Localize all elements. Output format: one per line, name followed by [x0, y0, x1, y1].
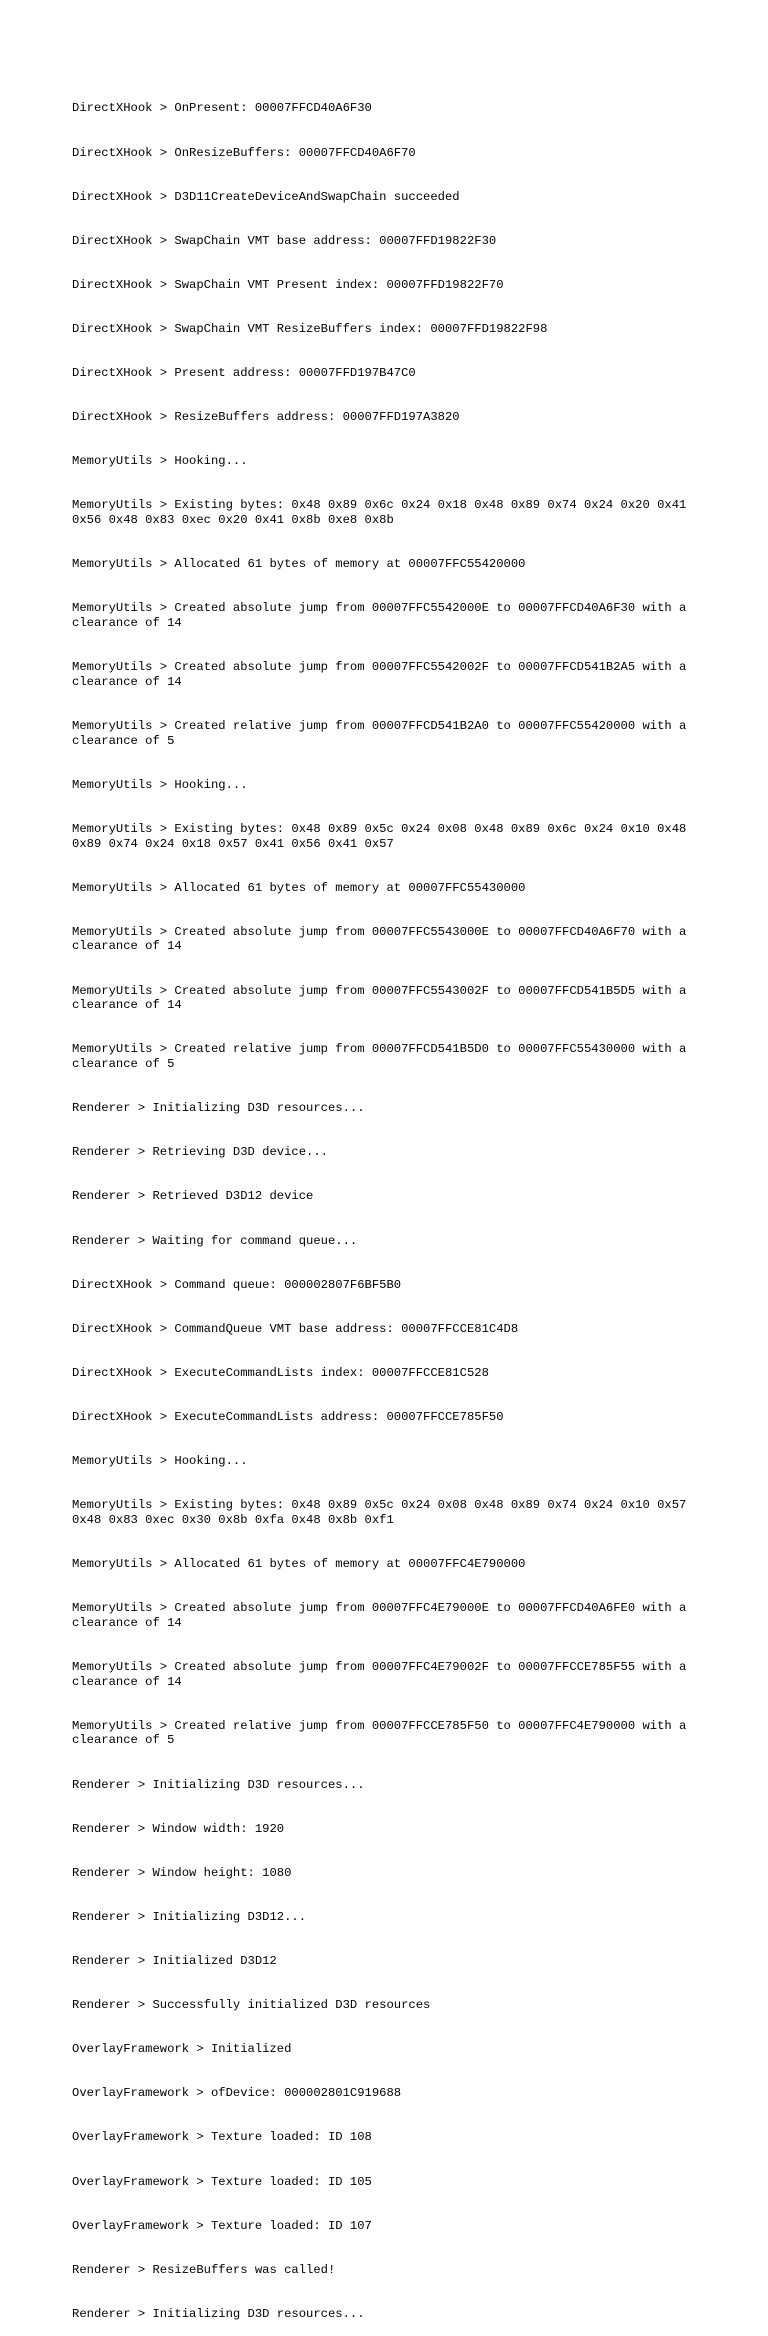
log-line: DirectXHook > OnResizeBuffers: 00007FFCD40A6F70 [72, 145, 416, 160]
log-line: DirectXHook > ExecuteCommandLists address: 00007FFCCE785F50 [72, 1409, 504, 1424]
log-line: Renderer > Successfully initialized D3D resources [72, 1998, 431, 2013]
log-line: DirectXHook > Command queue: 000002807F6BF5B0 [72, 1277, 402, 1292]
log-line: DirectXHook > OnPresent: 00007FFCD40A6F30 [72, 101, 372, 116]
log-line: DirectXHook > Present address: 00007FFD197B47C0 [72, 366, 416, 381]
log-line: DirectXHook > D3D11CreateDeviceAndSwapChain succeeded [72, 189, 460, 204]
log-line: MemoryUtils > Existing bytes: 0x48 0x89 0x6c 0x24 0x18 0x48 0x89 0x74 0x24 0x20 0x41 0x56 0x48 0x83 0xec 0x20 0x41 0x8b 0xe8 0x8b [72, 498, 694, 528]
log-line: Renderer > Initializing D3D12... [72, 1909, 307, 1924]
log-line: OverlayFramework > Texture loaded: ID 108 [72, 2130, 372, 2145]
log-line: MemoryUtils > Created absolute jump from 00007FFC5543000E to 00007FFCD40A6F70 with a clearance of 14 [72, 924, 694, 954]
log-line: DirectXHook > ResizeBuffers address: 00007FFD197A3820 [72, 410, 460, 425]
log-line: MemoryUtils > Created relative jump from 00007FFCD541B5D0 to 00007FFC55430000 with a clearance of 5 [72, 1042, 694, 1072]
log-line: MemoryUtils > Created absolute jump from 00007FFC5543002F to 00007FFCD541B5D5 with a clearance of 14 [72, 983, 694, 1013]
log-line: DirectXHook > CommandQueue VMT base address: 00007FFCCE81C4D8 [72, 1321, 519, 1336]
log-line: MemoryUtils > Created relative jump from 00007FFCCE785F50 to 00007FFC4E790000 with a clearance of 5 [72, 1718, 694, 1748]
log-line: MemoryUtils > Existing bytes: 0x48 0x89 0x5c 0x24 0x08 0x48 0x89 0x74 0x24 0x10 0x57 0x48 0x83 0xec 0x30 0x8b 0xfa 0x48 0x8b 0xf1 [72, 1498, 694, 1527]
log-line: OverlayFramework > Texture loaded: ID 107 [72, 2218, 372, 2233]
log-line: Renderer > Waiting for command queue... [72, 1233, 358, 1248]
log-line: Renderer > Initializing D3D resources... [72, 2306, 365, 2321]
log-line: MemoryUtils > Hooking... [72, 454, 248, 469]
log-line: Renderer > Window height: 1080 [72, 1865, 292, 1880]
log-line: MemoryUtils > Created absolute jump from 00007FFC4E79002F to 00007FFCCE785F55 with a clearance of 14 [72, 1659, 694, 1689]
log-line: DirectXHook > SwapChain VMT base address: 00007FFD19822F30 [72, 233, 497, 248]
log-line: Renderer > Initialized D3D12 [72, 1954, 277, 1968]
log-line: MemoryUtils > Created absolute jump from 00007FFC5542002F to 00007FFCD541B2A5 with a clearance of 14 [72, 660, 694, 689]
log-line: MemoryUtils > Hooking... [72, 1454, 248, 1469]
log-line: MemoryUtils > Created relative jump from 00007FFCD541B2A0 to 00007FFC55420000 with a clearance of 5 [72, 718, 694, 748]
log-line: OverlayFramework > ofDevice: 000002801C919688 [72, 2086, 402, 2101]
log-output [72, 72, 702, 2336]
log-line: OverlayFramework > Texture loaded: ID 105 [72, 2174, 372, 2189]
log-line: MemoryUtils > Existing bytes: 0x48 0x89 0x5c 0x24 0x08 0x48 0x89 0x6c 0x24 0x10 0x48 0x89 0x74 0x24 0x18 0x57 0x41 0x56 0x41 0x57 [72, 821, 694, 851]
log-line: Renderer > Initializing D3D resources... [72, 1101, 365, 1116]
log-line: Renderer > ResizeBuffers was called! [72, 2262, 336, 2277]
log-line: MemoryUtils > Allocated 61 bytes of memory at 00007FFC55430000 [72, 880, 526, 895]
log-line: DirectXHook > ExecuteCommandLists index: 00007FFCCE81C528 [72, 1365, 489, 1380]
log-line: Renderer > Retrieving D3D device... [72, 1145, 328, 1160]
log-line: Renderer > Initializing D3D resources... [72, 1777, 365, 1792]
log-line: OverlayFramework > Initialized [72, 2042, 292, 2057]
log-line: MemoryUtils > Hooking... [72, 777, 248, 792]
log-line: DirectXHook > SwapChain VMT ResizeBuffers index: 00007FFD19822F98 [72, 321, 548, 336]
log-line: DirectXHook > SwapChain VMT Present index: 00007FFD19822F70 [72, 277, 504, 292]
log-line: MemoryUtils > Created absolute jump from 00007FFC4E79000E to 00007FFCD40A6FE0 with a clearance of 14 [72, 1601, 694, 1630]
log-line: MemoryUtils > Allocated 61 bytes of memory at 00007FFC4E790000 [72, 1557, 526, 1572]
log-line: Renderer > Retrieved D3D12 device [72, 1189, 314, 1204]
log-line: Renderer > Window width: 1920 [72, 1821, 285, 1836]
log-line: MemoryUtils > Allocated 61 bytes of memory at 00007FFC55420000 [72, 557, 526, 572]
log-line: MemoryUtils > Created absolute jump from 00007FFC5542000E to 00007FFCD40A6F30 with a clearance of 14 [72, 601, 694, 631]
